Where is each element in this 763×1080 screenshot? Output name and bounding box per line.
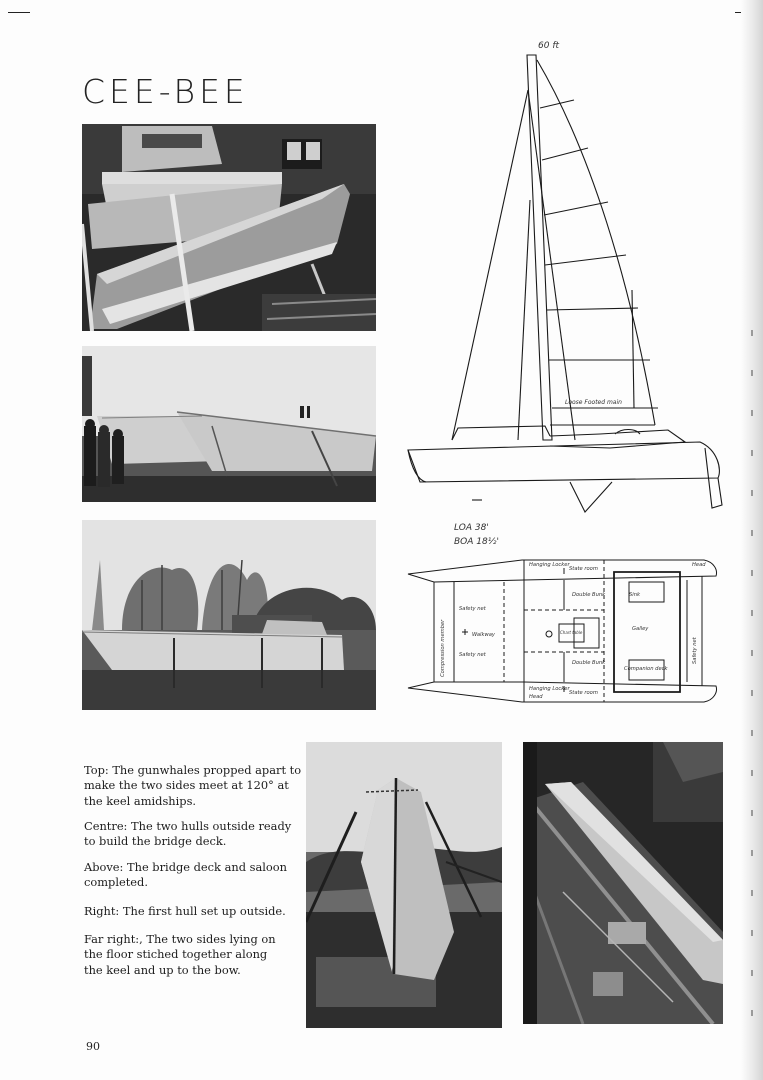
deck-label-8: Galley [632,626,649,632]
caption-top-label: Top: [84,763,109,777]
caption-right [84,904,304,919]
caption-centre [84,819,304,850]
article-title: CEE-BEE [82,72,249,111]
deck-label-2: Head [692,562,706,568]
far-right-photo [523,742,723,1024]
deck-label-11: Hanging Locker [529,686,570,692]
deck-label-12: Head [529,694,543,700]
caption-above [84,860,304,891]
deck-label-15: Compression member [440,619,446,677]
caption-right-text: The first hull set up outside. [122,904,286,918]
mast-height-note: 60 ft [538,41,560,51]
caption-above-label: Above: [84,860,124,874]
deck-label-16: Safety net [692,637,698,664]
deck-label-7: Chart table [560,630,583,635]
boa-label: BOA 18½' [454,537,499,547]
crop-mark-left [8,12,30,13]
caption-centre-label: Centre: [84,819,128,833]
deck-label-5: Sink [629,592,641,598]
caption-top [84,763,304,809]
deck-label-14: Companion deck [624,666,668,672]
above-photo [82,520,376,710]
deck-label-9: Safety net [459,652,486,658]
caption-top-text: The gunwhales propped apart to make the two sides meet at 120° at the keel amidships. [84,763,302,808]
deck-label-6: Walkway [472,632,495,638]
caption-centre-text: The two hulls outside ready to build the bridge deck. [84,819,292,849]
dimensions-note [452,518,532,552]
page-number: 90 [86,1040,100,1053]
top-photo [82,124,376,331]
caption-above-text: The bridge deck and saloon completed. [84,860,287,890]
centre-photo [82,346,376,502]
deck-plan-drawing [404,552,722,710]
caption-far-right-label: Far right:, [84,932,143,946]
right-photo [306,742,502,1028]
scan-artifact-line [751,330,753,1050]
sail-plan-drawing [400,30,732,530]
deck-label-13: State room [569,690,598,696]
loa-label: LOA 38' [454,523,489,533]
deck-label-1: State room [569,566,598,572]
boom-note: Loose Footed main [565,399,622,406]
deck-label-3: Safety net [459,606,486,612]
deck-label-0: Hanging Locker [529,562,570,568]
caption-far-right [84,932,284,978]
deck-label-4: Double Bunk [572,592,606,598]
caption-far-right-text: The two sides lying on the floor stiched together along the keel and up to the bow. [84,932,276,977]
deck-label-10: Double Bunk [572,660,606,666]
caption-right-label: Right: [84,904,120,918]
